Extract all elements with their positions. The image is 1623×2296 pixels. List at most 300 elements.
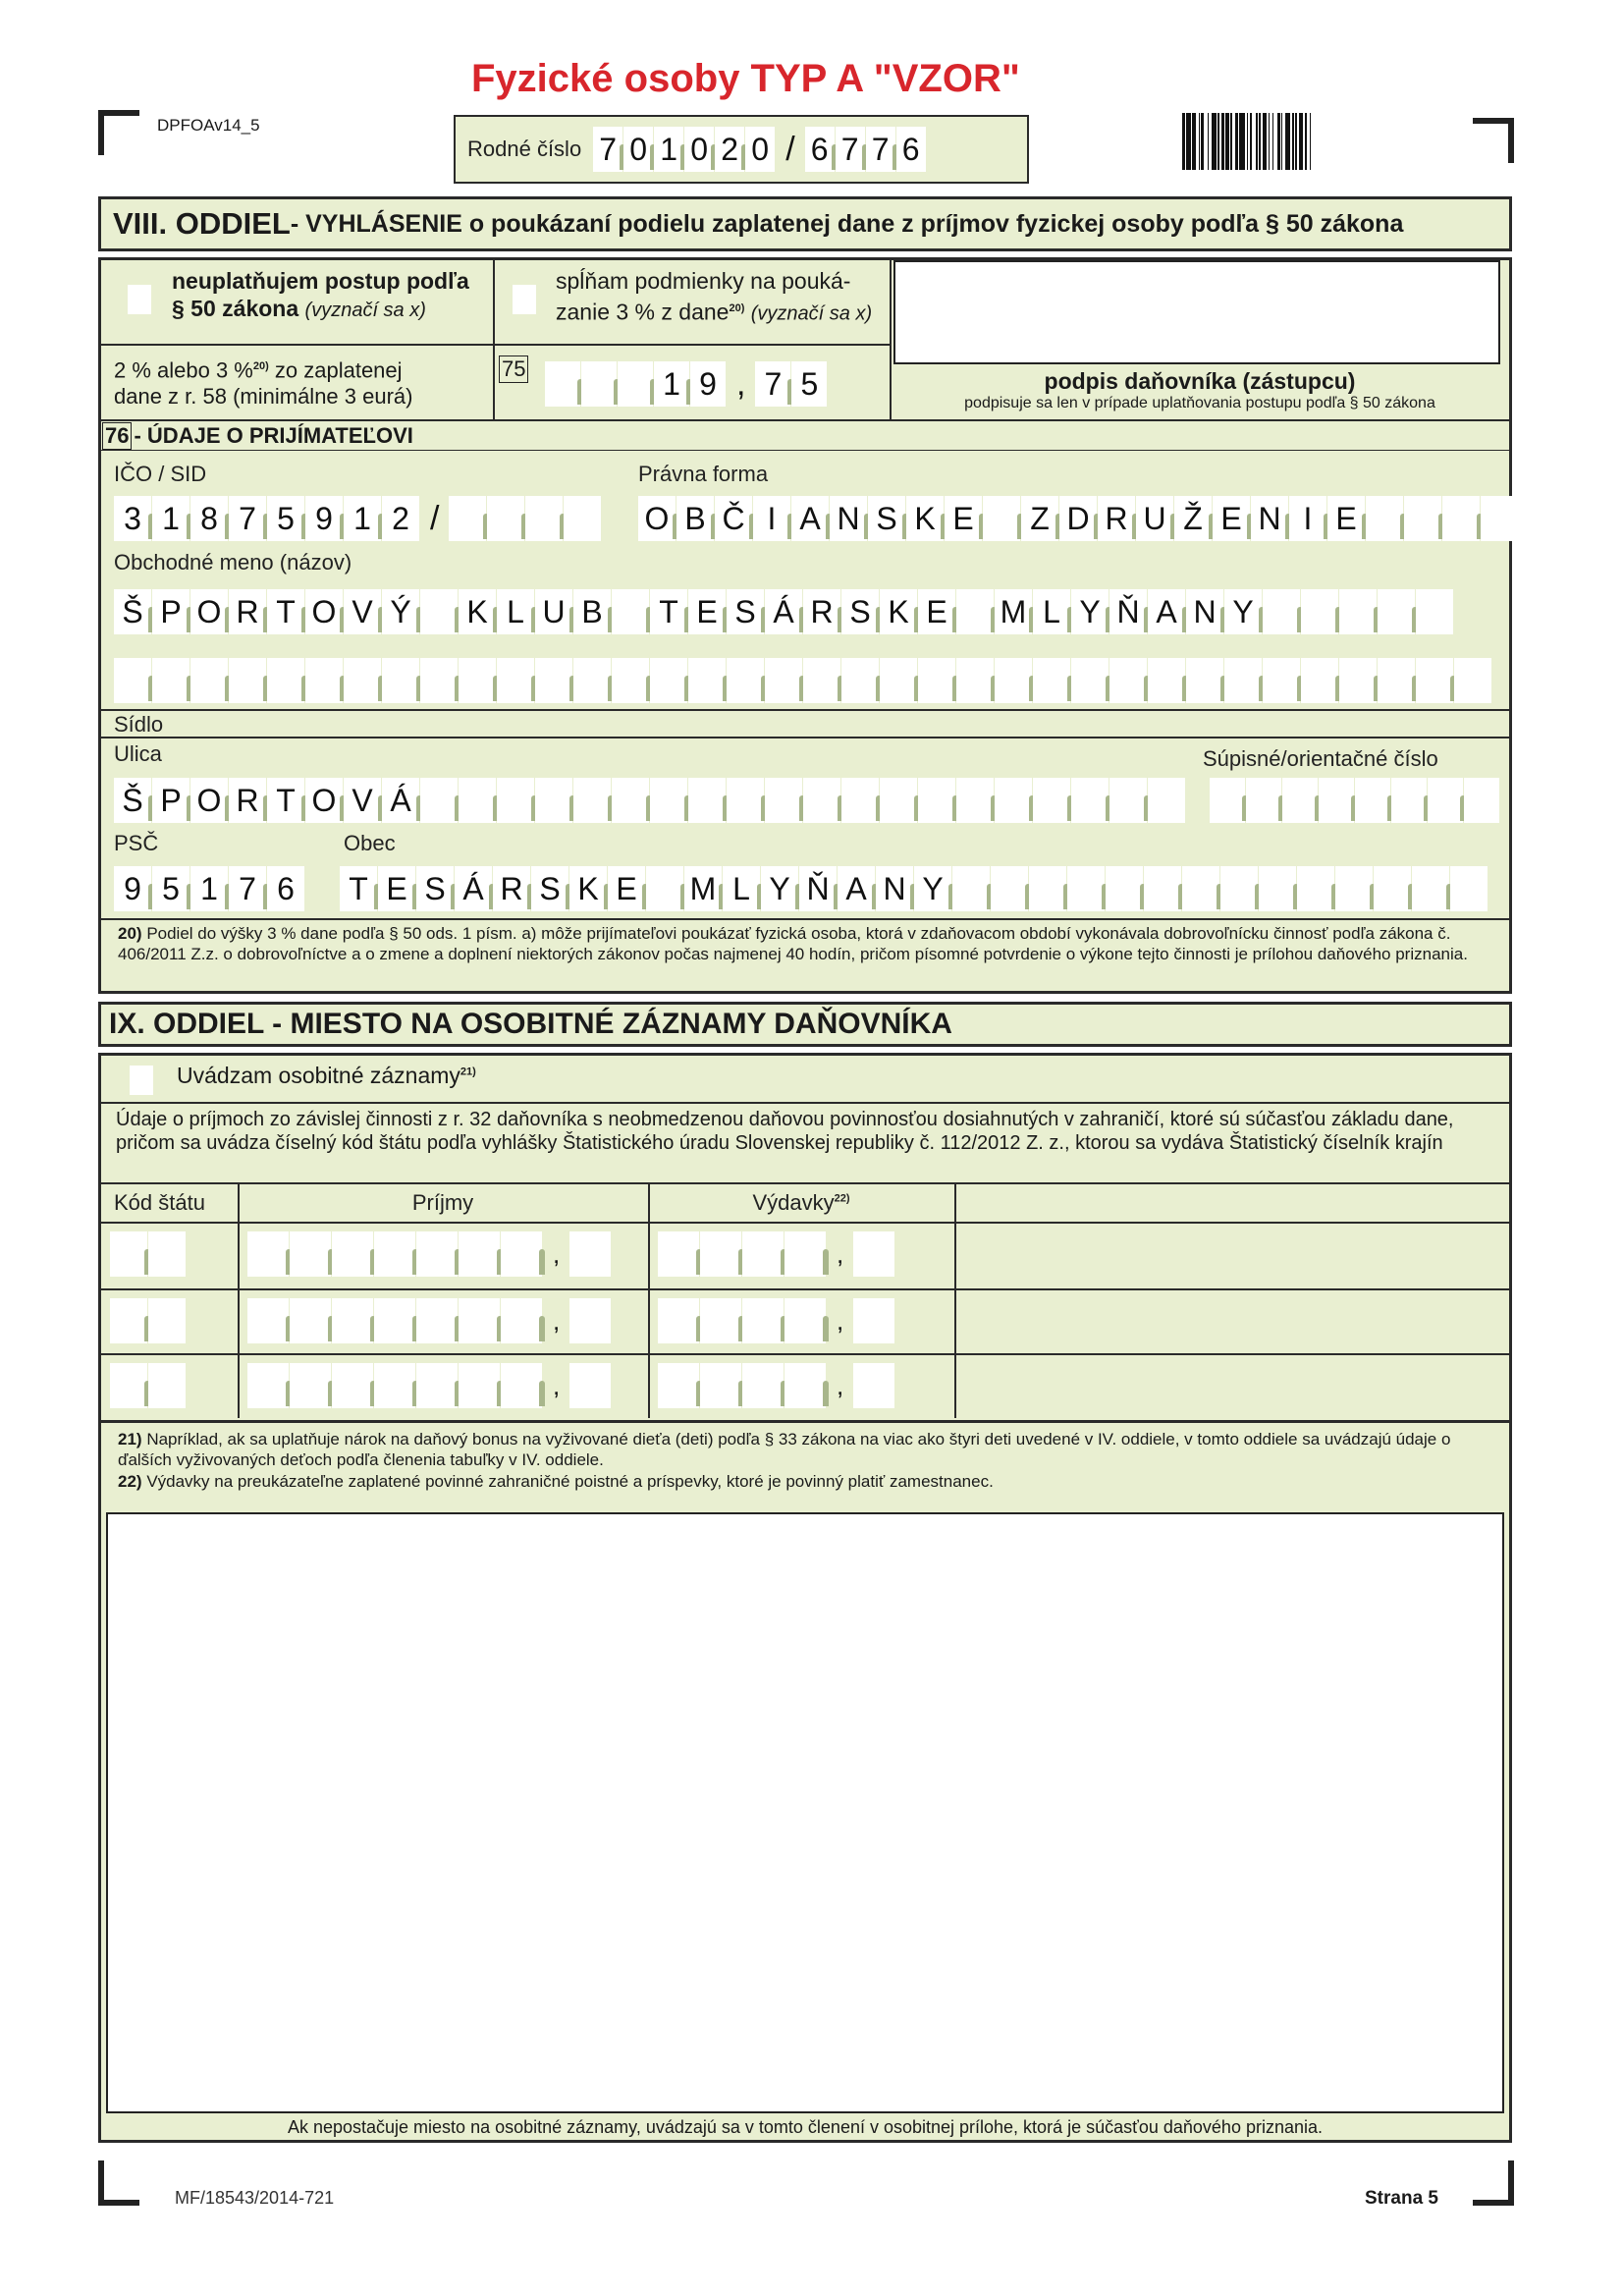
char-cell[interactable]: 7 [593, 127, 622, 172]
company-name-line2[interactable] [114, 658, 1492, 703]
char-cell[interactable] [1339, 658, 1377, 703]
field-75-number: 75 [499, 355, 528, 383]
char-cell[interactable]: A [791, 496, 829, 541]
char-cell[interactable]: E [918, 589, 955, 634]
char-cell[interactable]: 5 [152, 866, 189, 911]
char-cell[interactable]: 2 [382, 496, 419, 541]
char-cell[interactable]: K [880, 589, 917, 634]
char-cell[interactable] [1071, 658, 1109, 703]
char-cell[interactable] [1378, 589, 1415, 634]
char-cell[interactable]: S [531, 866, 568, 911]
char-cell[interactable]: R [1098, 496, 1135, 541]
street-field[interactable] [114, 778, 1186, 823]
char-cell[interactable] [1339, 589, 1377, 634]
char-cell[interactable] [148, 1363, 186, 1408]
char-cell[interactable] [305, 658, 343, 703]
char-cell[interactable] [612, 778, 649, 823]
char-cell[interactable] [487, 496, 524, 541]
char-cell[interactable]: E [945, 496, 982, 541]
company-name-line1[interactable] [114, 589, 1454, 634]
corner-mark-top-left [98, 110, 139, 155]
char-cell[interactable] [1454, 658, 1491, 703]
char-cell[interactable]: Ž [1174, 496, 1212, 541]
char-cell[interactable]: E [1327, 496, 1365, 541]
table-cell-expenses[interactable] [658, 1231, 895, 1277]
char-cell[interactable]: E [608, 866, 645, 911]
char-cell[interactable]: Y [1071, 589, 1109, 634]
char-cell[interactable]: 7 [836, 127, 865, 172]
table-cell-income[interactable] [247, 1298, 612, 1343]
char-cell[interactable] [267, 658, 304, 703]
char-cell[interactable] [416, 1363, 458, 1408]
char-cell[interactable] [420, 778, 458, 823]
char-cell[interactable]: K [906, 496, 944, 541]
char-cell[interactable] [535, 658, 572, 703]
amount-field[interactable]: 1 9 , 7 5 [545, 361, 828, 407]
char-cell[interactable] [332, 1298, 373, 1343]
corner-mark-top-right [1473, 118, 1514, 163]
char-cell[interactable] [569, 1298, 611, 1343]
table-cell-expenses[interactable] [658, 1298, 895, 1343]
char-cell[interactable] [1259, 866, 1296, 911]
char-cell[interactable] [650, 658, 687, 703]
char-cell[interactable]: 1 [344, 496, 381, 541]
char-cell[interactable] [983, 496, 1020, 541]
char-cell[interactable]: O [190, 589, 228, 634]
char-cell[interactable] [535, 778, 572, 823]
char-cell[interactable]: E [688, 589, 726, 634]
char-cell[interactable] [1186, 658, 1223, 703]
char-cell[interactable] [658, 1363, 699, 1408]
char-cell[interactable] [416, 1231, 458, 1277]
option-3-percent-checkbox[interactable] [513, 285, 536, 319]
char-cell[interactable] [995, 778, 1032, 823]
table-header-country-code: Kód štátu [114, 1190, 205, 1215]
char-cell[interactable]: B [573, 589, 611, 634]
char-cell[interactable]: M [995, 589, 1032, 634]
char-cell[interactable] [688, 658, 726, 703]
postal-code-label: PSČ [114, 831, 159, 855]
char-cell[interactable] [1210, 778, 1245, 823]
char-cell[interactable] [290, 1298, 331, 1343]
char-cell[interactable] [658, 1298, 699, 1343]
char-cell[interactable] [501, 1298, 542, 1343]
char-cell[interactable] [420, 589, 458, 634]
amount-label: 2 % alebo 3 %$^{20)}$ zo zaplatenej dane z r. 58 (minimálne 3 eurá) [114, 357, 413, 410]
legal-form-label: Právna forma [638, 462, 769, 486]
char-cell[interactable] [420, 658, 458, 703]
table-header-income: Príjmy [411, 1190, 474, 1215]
char-cell[interactable] [765, 658, 802, 703]
char-cell[interactable] [727, 658, 764, 703]
char-cell[interactable] [1404, 496, 1441, 541]
char-cell[interactable] [573, 778, 611, 823]
char-cell[interactable] [564, 496, 601, 541]
char-cell[interactable]: 6 [896, 127, 926, 172]
char-cell[interactable]: Á [765, 589, 802, 634]
decimal-separator: , [553, 1370, 561, 1400]
char-cell[interactable] [332, 1363, 373, 1408]
char-cell[interactable]: 1 [654, 361, 689, 407]
char-cell[interactable]: S [841, 589, 879, 634]
section8-title-bold: VIII. ODDIEL [113, 206, 291, 241]
decimal-separator: , [837, 1370, 844, 1400]
company-name-label: Obchodné meno (názov) [114, 550, 352, 574]
char-cell[interactable] [525, 496, 563, 541]
char-cell[interactable]: 8 [190, 496, 228, 541]
char-cell[interactable] [1450, 866, 1488, 911]
decimal-separator: , [837, 1238, 844, 1269]
char-cell[interactable]: Š [114, 589, 151, 634]
char-cell[interactable] [290, 1231, 331, 1277]
char-cell[interactable] [1378, 658, 1415, 703]
char-cell[interactable]: 5 [267, 496, 304, 541]
char-cell[interactable] [1029, 866, 1066, 911]
char-cell[interactable] [841, 658, 879, 703]
char-cell[interactable] [332, 1231, 373, 1277]
city-field[interactable] [340, 866, 1488, 911]
char-cell[interactable]: S [727, 589, 764, 634]
seat-label: Sídlo [114, 712, 164, 737]
char-cell[interactable] [110, 1298, 147, 1343]
char-cell[interactable] [449, 496, 486, 541]
char-cell[interactable] [1067, 866, 1105, 911]
char-cell[interactable]: M [684, 866, 722, 911]
char-cell[interactable]: 3 [114, 496, 151, 541]
char-cell[interactable]: N [876, 866, 913, 911]
corner-mark-bottom-left [98, 2160, 139, 2206]
birth-number-part2[interactable] [805, 127, 927, 172]
char-cell[interactable]: Á [382, 778, 419, 823]
char-cell[interactable] [991, 866, 1028, 911]
char-cell[interactable]: E [1213, 496, 1250, 541]
char-cell[interactable] [880, 778, 917, 823]
char-cell[interactable]: 1 [152, 496, 189, 541]
char-cell[interactable] [700, 1363, 741, 1408]
birth-number-part1[interactable] [593, 127, 776, 172]
char-cell[interactable] [1282, 778, 1318, 823]
char-cell[interactable] [148, 1231, 186, 1277]
char-cell[interactable] [110, 1231, 147, 1277]
footnote-20: 20) Podiel do výšky 3 % dane podľa § 50 ods. 1 písm. a) môže prijímateľovi poukázať fyzická osoba, ktorá v zdaňovacom období vykonávala dobrovoľnícku činnosť podľa zákona č. 406/2011 Z.z. o dobrovoľníctve a o zmene a doplnení niektorých zákonov počas najmenej 40 hodín, pričom písomné potvrdenie o výkone tejto činnosti je prílohou daňového priznania. [118, 924, 1468, 963]
char-cell[interactable]: Y [761, 866, 798, 911]
char-cell[interactable] [569, 1363, 611, 1408]
char-cell[interactable]: 6 [805, 127, 835, 172]
table-cell-expenses[interactable] [658, 1363, 895, 1408]
char-cell[interactable]: U [1136, 496, 1173, 541]
char-cell[interactable]: I [1289, 496, 1326, 541]
char-cell[interactable]: 0 [745, 127, 775, 172]
form-code: DPFOAv14_5 [157, 116, 260, 135]
char-cell[interactable]: N [830, 496, 867, 541]
char-cell[interactable]: O [305, 589, 343, 634]
char-cell[interactable] [545, 361, 580, 407]
char-cell[interactable] [1416, 658, 1453, 703]
char-cell[interactable] [841, 778, 879, 823]
char-cell[interactable] [853, 1231, 894, 1277]
char-cell[interactable] [1109, 658, 1147, 703]
char-cell[interactable] [1263, 589, 1300, 634]
sid-field[interactable] [449, 496, 602, 541]
char-cell[interactable] [229, 658, 266, 703]
char-cell[interactable] [1148, 658, 1185, 703]
corner-mark-bottom-right [1473, 2160, 1514, 2206]
signature-label: podpis daňovníka (zástupcu) [1044, 368, 1356, 394]
char-cell[interactable] [650, 778, 687, 823]
char-cell[interactable]: 2 [715, 127, 744, 172]
char-cell[interactable]: E [378, 866, 415, 911]
char-cell[interactable] [618, 361, 653, 407]
char-cell[interactable] [1391, 778, 1427, 823]
char-cell[interactable]: 7 [229, 866, 266, 911]
char-cell[interactable]: P [152, 589, 189, 634]
char-cell[interactable]: N [1251, 496, 1288, 541]
char-cell[interactable]: 0 [684, 127, 714, 172]
char-cell[interactable]: D [1059, 496, 1097, 541]
char-cell[interactable] [247, 1363, 289, 1408]
char-cell[interactable]: 5 [791, 361, 827, 407]
char-cell[interactable] [1224, 658, 1262, 703]
char-cell[interactable]: L [497, 589, 534, 634]
recipient-heading: 76 - ÚDAJE O PRIJÍMATEĽOVI [102, 422, 413, 450]
char-cell[interactable] [459, 658, 496, 703]
char-cell[interactable] [1416, 589, 1453, 634]
char-cell[interactable]: S [868, 496, 905, 541]
char-cell[interactable] [459, 1363, 500, 1408]
char-cell[interactable] [1220, 866, 1258, 911]
char-cell[interactable] [612, 589, 649, 634]
option-no-50-checkbox[interactable] [128, 285, 151, 319]
char-cell[interactable] [374, 1231, 415, 1277]
char-cell[interactable] [1246, 778, 1281, 823]
char-cell[interactable] [784, 1231, 826, 1277]
char-cell[interactable]: Z [1021, 496, 1058, 541]
char-cell[interactable] [501, 1231, 542, 1277]
char-cell[interactable]: Y [1224, 589, 1262, 634]
footnote-22: 22) Výdavky na preukázateľne zaplatené povinné zahraničné poistné a príspevky, ktoré je povinný platiť zamestnanec. [118, 1472, 994, 1491]
char-cell[interactable]: R [229, 589, 266, 634]
char-cell[interactable]: Č [715, 496, 752, 541]
char-cell[interactable]: N [1186, 589, 1223, 634]
table-cell-income[interactable] [247, 1231, 612, 1277]
char-cell[interactable] [1412, 866, 1449, 911]
char-cell[interactable] [784, 1298, 826, 1343]
char-cell[interactable]: 7 [866, 127, 895, 172]
char-cell[interactable] [1109, 778, 1147, 823]
char-cell[interactable] [880, 658, 917, 703]
char-cell[interactable]: R [229, 778, 266, 823]
char-cell[interactable] [148, 1298, 186, 1343]
char-cell[interactable]: R [493, 866, 530, 911]
char-cell[interactable] [1481, 496, 1518, 541]
char-cell[interactable] [190, 658, 228, 703]
table-cell-income[interactable] [247, 1363, 612, 1408]
char-cell[interactable] [382, 658, 419, 703]
char-cell[interactable]: 6 [267, 866, 304, 911]
char-cell[interactable] [742, 1363, 784, 1408]
birth-number-box [454, 115, 1029, 184]
char-cell[interactable] [658, 1231, 699, 1277]
char-cell[interactable]: L [1033, 589, 1070, 634]
char-cell[interactable] [1355, 778, 1390, 823]
decimal-separator: , [553, 1305, 561, 1336]
footer-form-reference: MF/18543/2014-721 [175, 2188, 335, 2208]
char-cell[interactable] [700, 1231, 741, 1277]
char-cell[interactable] [742, 1298, 784, 1343]
char-cell[interactable] [247, 1231, 289, 1277]
section9-title: IX. ODDIEL - MIESTO NA OSOBITNÉ ZÁZNAMY DAŇOVNÍKA [109, 1008, 952, 1040]
char-cell[interactable] [918, 658, 955, 703]
char-cell[interactable] [700, 1298, 741, 1343]
char-cell[interactable] [247, 1298, 289, 1343]
signature-box[interactable] [893, 260, 1500, 364]
char-cell[interactable]: V [344, 778, 381, 823]
char-cell[interactable]: U [535, 589, 572, 634]
char-cell[interactable] [765, 778, 802, 823]
table-cell-country-code[interactable] [110, 1298, 187, 1343]
section8-title: - VYHLÁSENIE o poukázaní podielu zaplatenej dane z príjmov fyzickej osoby podľa § 50 zákona [290, 209, 1404, 238]
char-cell[interactable]: T [267, 589, 304, 634]
char-cell[interactable] [459, 778, 496, 823]
char-cell[interactable]: O [190, 778, 228, 823]
char-cell[interactable] [416, 1298, 458, 1343]
char-cell[interactable] [459, 1231, 500, 1277]
char-cell[interactable]: Ý [382, 589, 419, 634]
char-cell[interactable] [1301, 589, 1338, 634]
char-cell[interactable] [956, 778, 994, 823]
char-cell[interactable]: I [753, 496, 790, 541]
char-cell[interactable] [374, 1363, 415, 1408]
char-cell[interactable] [646, 866, 683, 911]
char-cell[interactable] [1464, 778, 1499, 823]
char-cell[interactable]: P [152, 778, 189, 823]
char-cell[interactable]: A [1148, 589, 1185, 634]
char-cell[interactable] [1263, 658, 1300, 703]
char-cell[interactable]: Á [455, 866, 492, 911]
char-cell[interactable]: S [416, 866, 454, 911]
char-cell[interactable]: L [723, 866, 760, 911]
char-cell[interactable] [688, 778, 726, 823]
ico-label: IČO / SID [114, 462, 207, 486]
char-cell[interactable]: 7 [229, 496, 266, 541]
char-cell[interactable] [952, 866, 990, 911]
char-cell[interactable]: K [569, 866, 607, 911]
char-cell[interactable]: 9 [114, 866, 151, 911]
signature-note: podpisuje sa len v prípade uplatňovania postupu podľa § 50 zákona [964, 395, 1435, 411]
char-cell[interactable] [114, 658, 151, 703]
char-cell[interactable]: 1 [654, 127, 683, 172]
char-cell[interactable] [374, 1298, 415, 1343]
char-cell[interactable] [1335, 866, 1373, 911]
legal-form-field[interactable] [638, 496, 1519, 541]
birth-number-separator: / [785, 130, 795, 168]
char-cell[interactable] [1144, 866, 1181, 911]
char-cell[interactable] [995, 658, 1032, 703]
house-number-label: Súpisné/orientačné číslo [1203, 746, 1438, 771]
char-cell[interactable]: Ň [799, 866, 837, 911]
char-cell[interactable] [290, 1363, 331, 1408]
table-cell-country-code[interactable] [110, 1231, 187, 1277]
char-cell[interactable] [727, 778, 764, 823]
char-cell[interactable] [803, 658, 840, 703]
char-cell[interactable] [1033, 778, 1070, 823]
char-cell[interactable] [459, 1298, 500, 1343]
char-cell[interactable] [497, 658, 534, 703]
char-cell[interactable]: B [676, 496, 714, 541]
barcode-icon [1182, 113, 1414, 170]
char-cell[interactable]: 9 [305, 496, 343, 541]
char-cell[interactable] [152, 658, 189, 703]
special-records-checkbox[interactable] [130, 1066, 153, 1100]
char-cell[interactable] [853, 1363, 894, 1408]
char-cell[interactable] [1148, 778, 1185, 823]
char-cell[interactable] [784, 1363, 826, 1408]
char-cell[interactable] [612, 658, 649, 703]
decimal-separator: , [553, 1238, 561, 1269]
char-cell[interactable] [1428, 778, 1463, 823]
char-cell[interactable] [742, 1231, 784, 1277]
ico-field[interactable]: 3 1 8 7 5 9 1 2 / [114, 496, 602, 541]
char-cell[interactable] [956, 589, 994, 634]
char-cell[interactable] [1297, 866, 1334, 911]
char-cell[interactable]: T [340, 866, 377, 911]
char-cell[interactable]: K [459, 589, 496, 634]
char-cell[interactable] [569, 1231, 611, 1277]
char-cell[interactable]: A [838, 866, 875, 911]
char-cell[interactable]: Š [114, 778, 151, 823]
char-cell[interactable] [110, 1363, 147, 1408]
char-cell[interactable]: O [638, 496, 676, 541]
char-cell[interactable]: 0 [623, 127, 653, 172]
char-cell[interactable]: T [650, 589, 687, 634]
char-cell[interactable] [1319, 778, 1354, 823]
char-cell[interactable]: Y [914, 866, 951, 911]
char-cell[interactable]: O [305, 778, 343, 823]
char-cell[interactable] [853, 1298, 894, 1343]
char-cell[interactable]: T [267, 778, 304, 823]
char-cell[interactable]: V [344, 589, 381, 634]
house-number-field[interactable] [1210, 778, 1500, 823]
special-records-textarea[interactable] [106, 1512, 1504, 2113]
char-cell[interactable] [1106, 866, 1143, 911]
char-cell[interactable] [1033, 658, 1070, 703]
char-cell[interactable] [497, 778, 534, 823]
char-cell[interactable]: Ň [1109, 589, 1147, 634]
table-cell-country-code[interactable] [110, 1363, 187, 1408]
char-cell[interactable]: 1 [190, 866, 228, 911]
char-cell[interactable] [918, 778, 955, 823]
postal-code-field[interactable] [114, 866, 305, 911]
foreign-income-table [100, 1184, 1510, 1420]
char-cell[interactable] [344, 658, 381, 703]
char-cell[interactable] [1301, 658, 1338, 703]
char-cell[interactable] [1071, 778, 1109, 823]
char-cell[interactable] [1374, 866, 1411, 911]
char-cell[interactable] [573, 658, 611, 703]
char-cell[interactable] [1182, 866, 1219, 911]
street-label: Ulica [114, 741, 162, 766]
char-cell[interactable]: 9 [690, 361, 726, 407]
char-cell[interactable] [581, 361, 617, 407]
char-cell[interactable]: R [803, 589, 840, 634]
bottom-note: Ak nepostačuje miesto na osobitné záznamy, uvádzajú sa v tomto členení v osobitnej prílohe, ktorá je súčasťou daňového priznania. [287, 2117, 1324, 2137]
char-cell[interactable] [956, 658, 994, 703]
char-cell[interactable] [501, 1363, 542, 1408]
char-cell[interactable] [803, 778, 840, 823]
char-cell[interactable]: 7 [755, 361, 790, 407]
char-cell[interactable] [1442, 496, 1480, 541]
char-cell[interactable] [1366, 496, 1403, 541]
